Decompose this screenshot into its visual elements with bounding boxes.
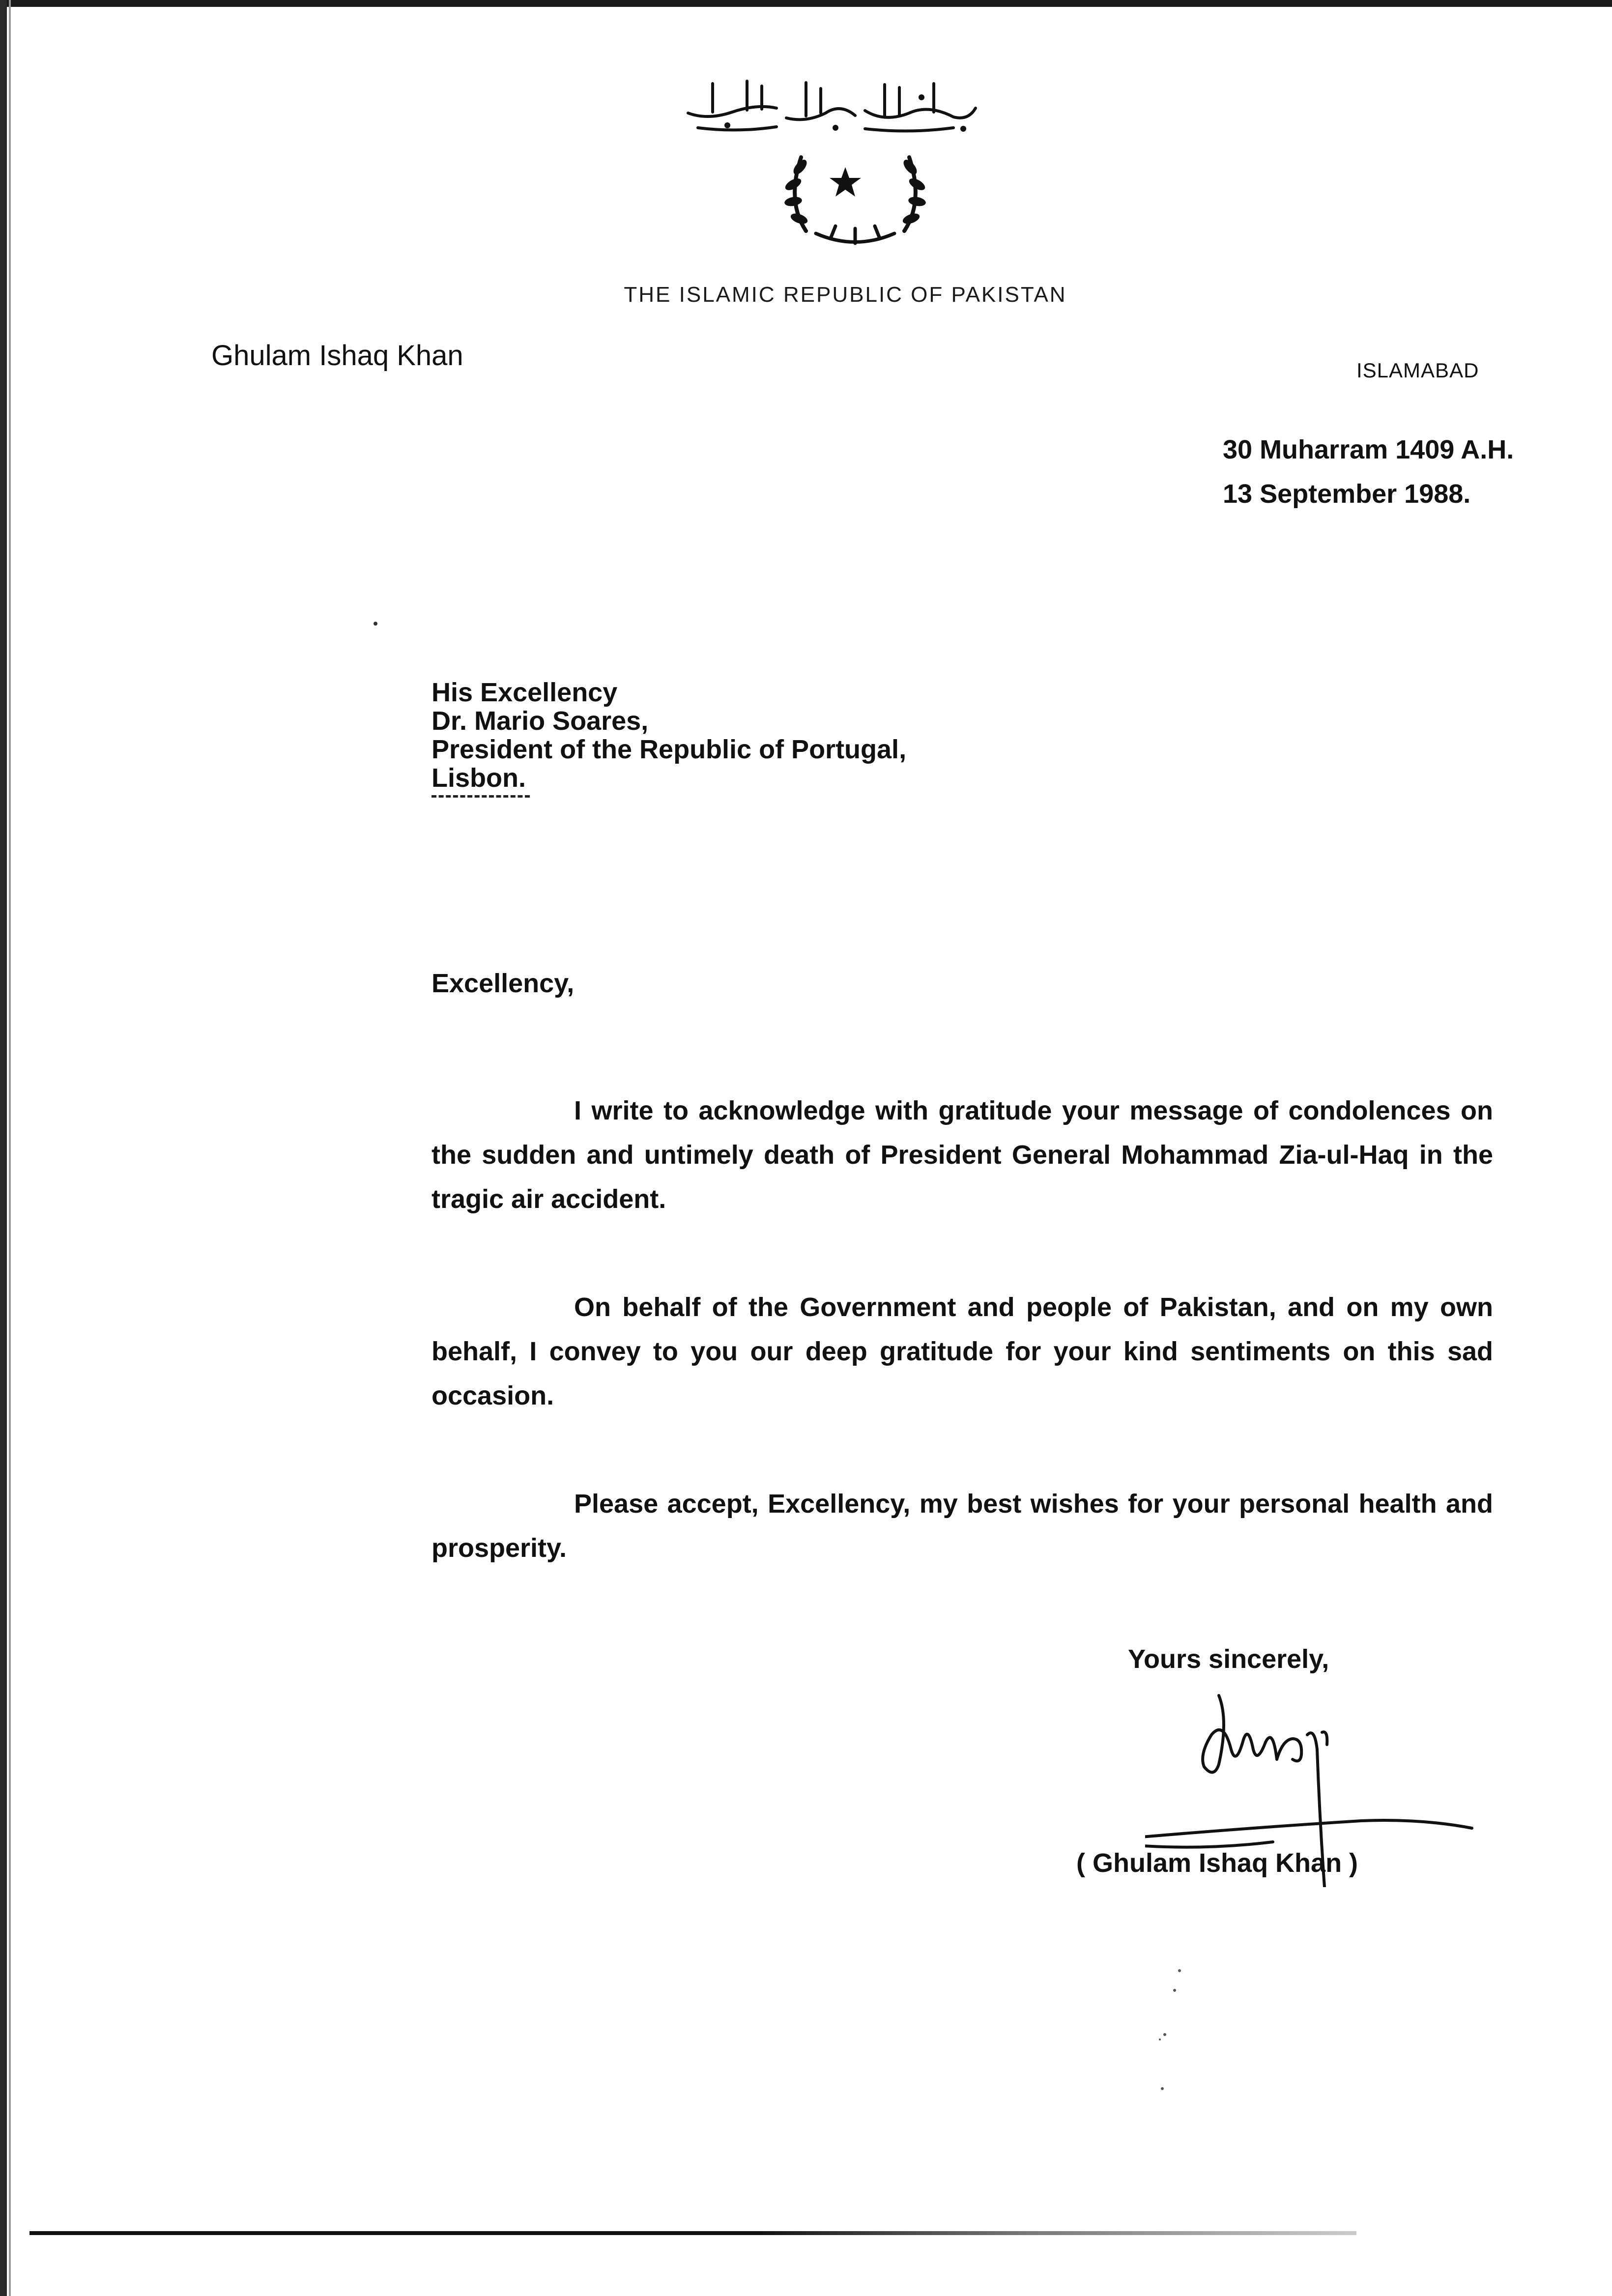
date-hijri: 30 Muharram 1409 A.H. [1223, 435, 1514, 464]
bottom-rule [29, 2231, 1356, 2235]
scan-border-left [0, 0, 7, 2296]
sender-name: Ghulam Ishaq Khan [211, 340, 463, 372]
city: ISLAMABAD [1356, 359, 1479, 382]
recipient-line-2: Dr. Mario Soares, [432, 706, 649, 736]
recipient-line-4-wrap [432, 764, 526, 792]
underline-dashes [432, 795, 530, 801]
recipient-line-1: His Excellency [432, 678, 618, 707]
scan-border-left-inner [9, 0, 11, 2296]
scan-speck [374, 622, 377, 626]
scan-specks [1106, 1961, 1204, 2123]
date-block [1223, 428, 1514, 516]
salutation: Excellency, [432, 969, 575, 998]
country-heading: THE ISLAMIC REPUBLIC OF PAKISTAN [624, 283, 1067, 307]
body-paragraph-1: I write to acknowledge with gratitude your message of condolences on the sudden and untimely death of President General Mohammad Zia-ul-Haq in the tragic air accident. [432, 1096, 1493, 1214]
body-paragraph-2: On behalf of the Government and people of Pakistan, and on my own behalf, I convey to you our deep gratitude for your kind sentiments on this sad occasion. [432, 1292, 1493, 1410]
scan-border-top [0, 0, 1612, 7]
signed-name: ( Ghulam Ishaq Khan ) [1076, 1848, 1358, 1878]
recipient-address [432, 678, 906, 792]
recipient-line-4: Lisbon. [432, 763, 526, 793]
recipient-line-3: President of the Republic of Portugal, [432, 735, 907, 764]
body-paragraph-3: Please accept, Excellency, my best wishes for your personal health and prosperity. [432, 1489, 1493, 1563]
pakistan-emblem [772, 128, 939, 256]
closing: Yours sincerely, [1128, 1644, 1329, 1674]
date-gregorian: 13 September 1988. [1223, 479, 1471, 509]
